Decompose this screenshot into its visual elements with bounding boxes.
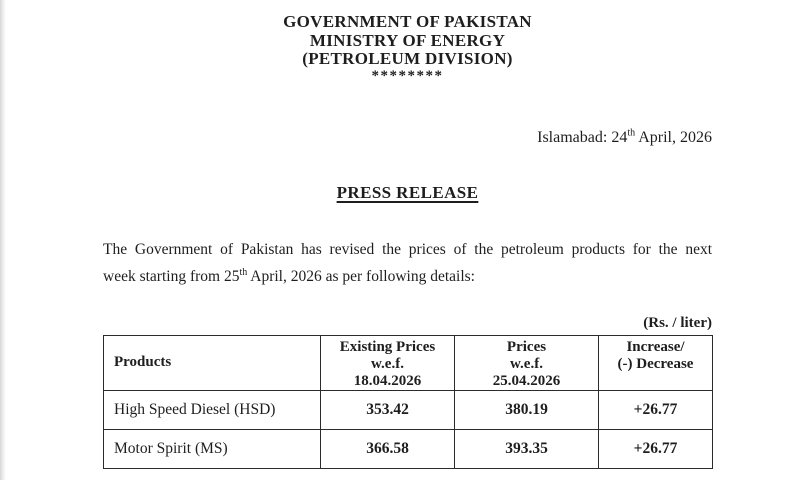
scan-left-edge-shadow <box>0 0 6 480</box>
product-name-cell: Motor Spirit (MS) <box>104 429 321 468</box>
press-release-title: PRESS RELEASE <box>336 182 479 202</box>
new-prices-label: Prices <box>506 338 547 355</box>
header-cell-existing-prices <box>321 335 455 390</box>
letterhead-line-ministry: MINISTRY OF ENERGY <box>309 30 506 50</box>
letterhead-separator-stars: ******** <box>371 67 444 84</box>
body-paragraph <box>103 236 712 290</box>
change-decrease-label: (-) Decrease <box>617 355 694 372</box>
table-row-ms <box>104 429 713 468</box>
change-cell: +26.77 <box>599 429 713 468</box>
body-line2-text: week starting from 25 <box>103 267 240 285</box>
dateline-text: Islamabad: 24 <box>537 128 628 146</box>
body-paragraph-line-1: The Government of Pakistan has revised the prices of the petroleum products for the next <box>103 240 712 258</box>
prices-table <box>103 335 713 469</box>
body-paragraph-line-2 <box>103 263 712 290</box>
product-name-cell: High Speed Diesel (HSD) <box>104 390 321 429</box>
existing-prices-label: Existing Prices <box>339 338 436 355</box>
change-increase-label: Increase/ <box>626 338 685 355</box>
new-price-cell: 393.35 <box>455 429 599 468</box>
header-cell-change <box>599 335 713 390</box>
existing-prices-date: 18.04.2026 <box>353 372 422 389</box>
new-prices-date: 25.04.2026 <box>492 372 561 389</box>
existing-prices-wef: w.e.f. <box>371 355 404 372</box>
letterhead <box>103 0 712 84</box>
letterhead-line-government: GOVERNMENT OF PAKISTAN <box>283 12 532 31</box>
document-content <box>103 0 712 469</box>
new-price-cell: 380.19 <box>455 390 599 429</box>
table-row-hsd <box>104 390 713 429</box>
press-release-title-row <box>103 183 712 203</box>
existing-price-cell: 353.42 <box>321 390 455 429</box>
body-line2-ordinal-suffix: th <box>239 266 248 278</box>
header-cell-new-prices <box>455 335 599 390</box>
body-line2-text-rest: April, 2026 as per following details: <box>247 267 475 285</box>
table-header-row <box>104 335 713 390</box>
dateline <box>103 127 712 149</box>
letterhead-line-division: (PETROLEUM DIVISION) <box>302 49 513 68</box>
dateline-ordinal-suffix: th <box>627 127 636 139</box>
existing-price-cell: 366.58 <box>321 429 455 468</box>
dateline-text-rest: April, 2026 <box>635 128 712 146</box>
unit-label: (Rs. / liter) <box>643 314 712 331</box>
header-cell-products: Products <box>104 335 321 390</box>
change-cell: +26.77 <box>599 390 713 429</box>
new-prices-wef: w.e.f. <box>510 355 543 372</box>
